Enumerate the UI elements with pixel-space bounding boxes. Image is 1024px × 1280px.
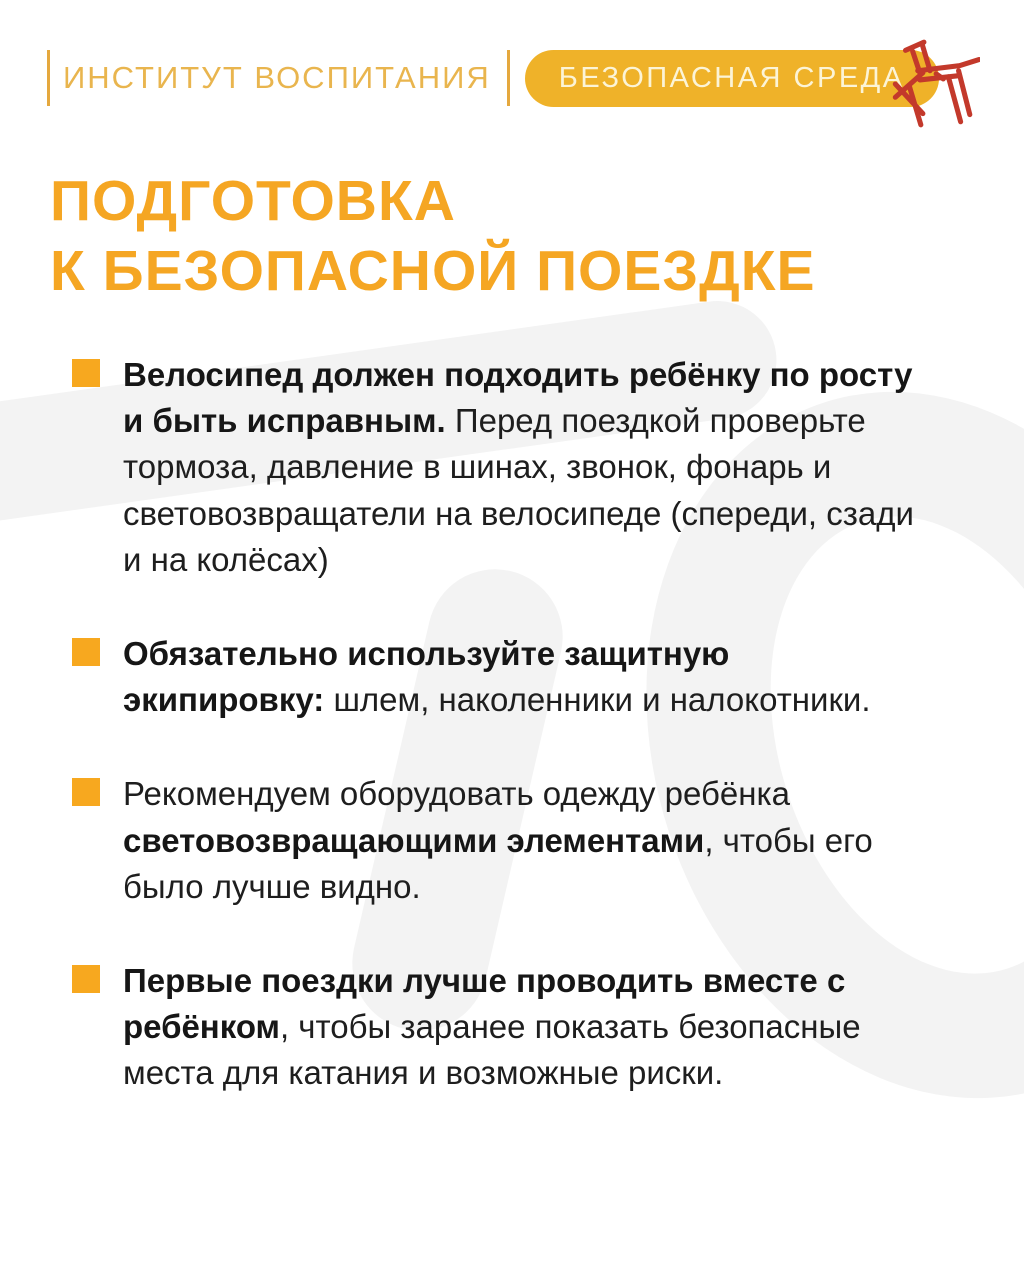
bullet-text: Обязательно используйте защитную экипировку: шлем, наколенники и налокотники. (123, 634, 871, 719)
bullet-text: Велосипед должен подходить ребёнку по росту и быть исправным. Перед поездкой проверьте тормоза, давление в шинах, звонок, фонарь и световозвращатели на велосипеде (спереди, сзади и на колёсах) (123, 356, 914, 578)
list-item (72, 771, 952, 910)
page-title-line1: ПОДГОТОВКА (50, 169, 456, 233)
bullet-list (72, 352, 952, 1144)
list-item (72, 631, 952, 723)
bullet-square-icon (72, 778, 100, 806)
badge-safe-environment: БЕЗОПАСНАЯ СРЕДА (525, 50, 939, 107)
brand-separator-bar (507, 50, 510, 106)
brand-name: ИНСТИТУТ ВОСПИТАНИЯ (63, 60, 491, 95)
bullet-square-icon (72, 359, 100, 387)
header (47, 48, 939, 108)
bullet-square-icon (72, 965, 100, 993)
list-item (72, 352, 952, 583)
bullet-text: Рекомендуем оборудовать одежду ребёнка световозвращающими элементами, чтобы его было лучше видно. (123, 775, 873, 905)
horse-logo-icon (878, 30, 980, 138)
list-item (72, 958, 952, 1097)
brand-left-bar (47, 50, 50, 106)
bullet-text: Первые поездки лучше проводить вместе с ребёнком, чтобы заранее показать безопасные места для катания и возможные риски. (123, 961, 861, 1092)
page-title (50, 166, 816, 306)
page-title-line2: К БЕЗОПАСНОЙ ПОЕЗДКЕ (50, 239, 816, 304)
bullet-square-icon (72, 638, 100, 666)
